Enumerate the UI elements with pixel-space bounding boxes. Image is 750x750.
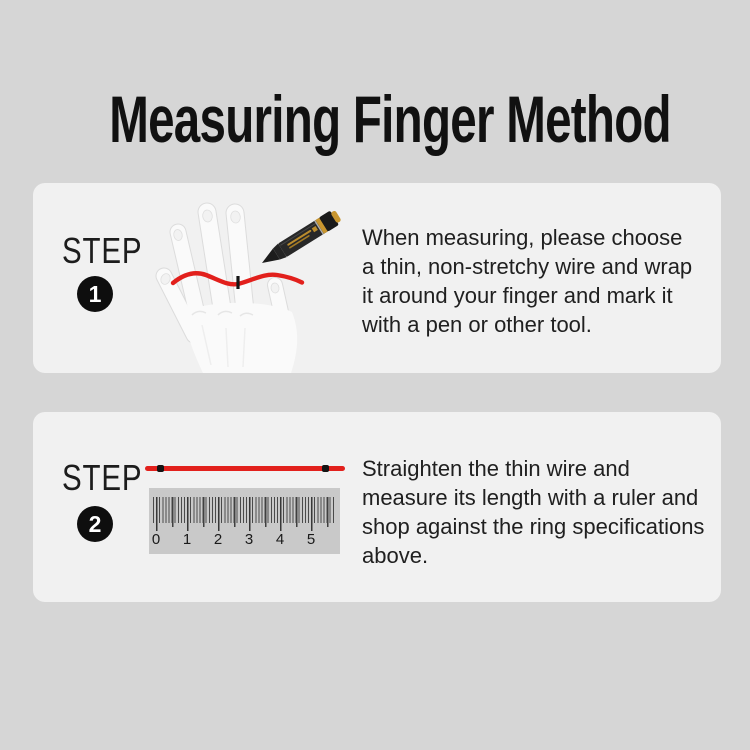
step-1-label: STEP (62, 230, 143, 271)
step-1-card (33, 183, 721, 373)
step-2-line-4: above. (362, 543, 429, 568)
wire-end-mark-right (322, 465, 329, 472)
step-1-number-badge: 1 (77, 276, 113, 312)
ruler-number-0: 0 (151, 531, 161, 548)
straightened-wire-line (145, 466, 345, 471)
step-2-description (362, 454, 721, 570)
step-1-line-2: a thin, non-stretchy wire and wrap (362, 254, 693, 279)
step-2-line-1: Straighten the thin wire and (362, 456, 630, 481)
page-title: Measuring Finger Method (109, 82, 671, 156)
hand-palm (184, 303, 297, 373)
step-1-line-1: When measuring, please choose (362, 225, 683, 250)
ruler-graphic (149, 488, 340, 554)
step-2-label: STEP (62, 457, 143, 498)
header (0, 82, 750, 156)
ruler-number-4: 4 (275, 531, 285, 548)
step-2-number-badge: 2 (77, 506, 113, 542)
step-1-line-4: with a pen or other tool. (362, 312, 592, 337)
step-2-line-2: measure its length with a ruler and (362, 485, 699, 510)
step-2-card (33, 412, 721, 602)
step-2-line-3: shop against the ring specifications (362, 514, 705, 539)
ruler-number-2: 2 (213, 531, 223, 548)
ruler-number-1: 1 (182, 531, 192, 548)
ruler-number-3: 3 (244, 531, 254, 548)
wire-end-mark-left (157, 465, 164, 472)
step-1-description (362, 223, 721, 339)
marker-pen-illustration (258, 208, 343, 270)
ruler-major-ticks (156, 497, 335, 531)
hand-with-wire-illustration (140, 185, 370, 373)
step-1-line-3: it around your finger and mark it (362, 283, 673, 308)
ruler-number-5: 5 (306, 531, 316, 548)
